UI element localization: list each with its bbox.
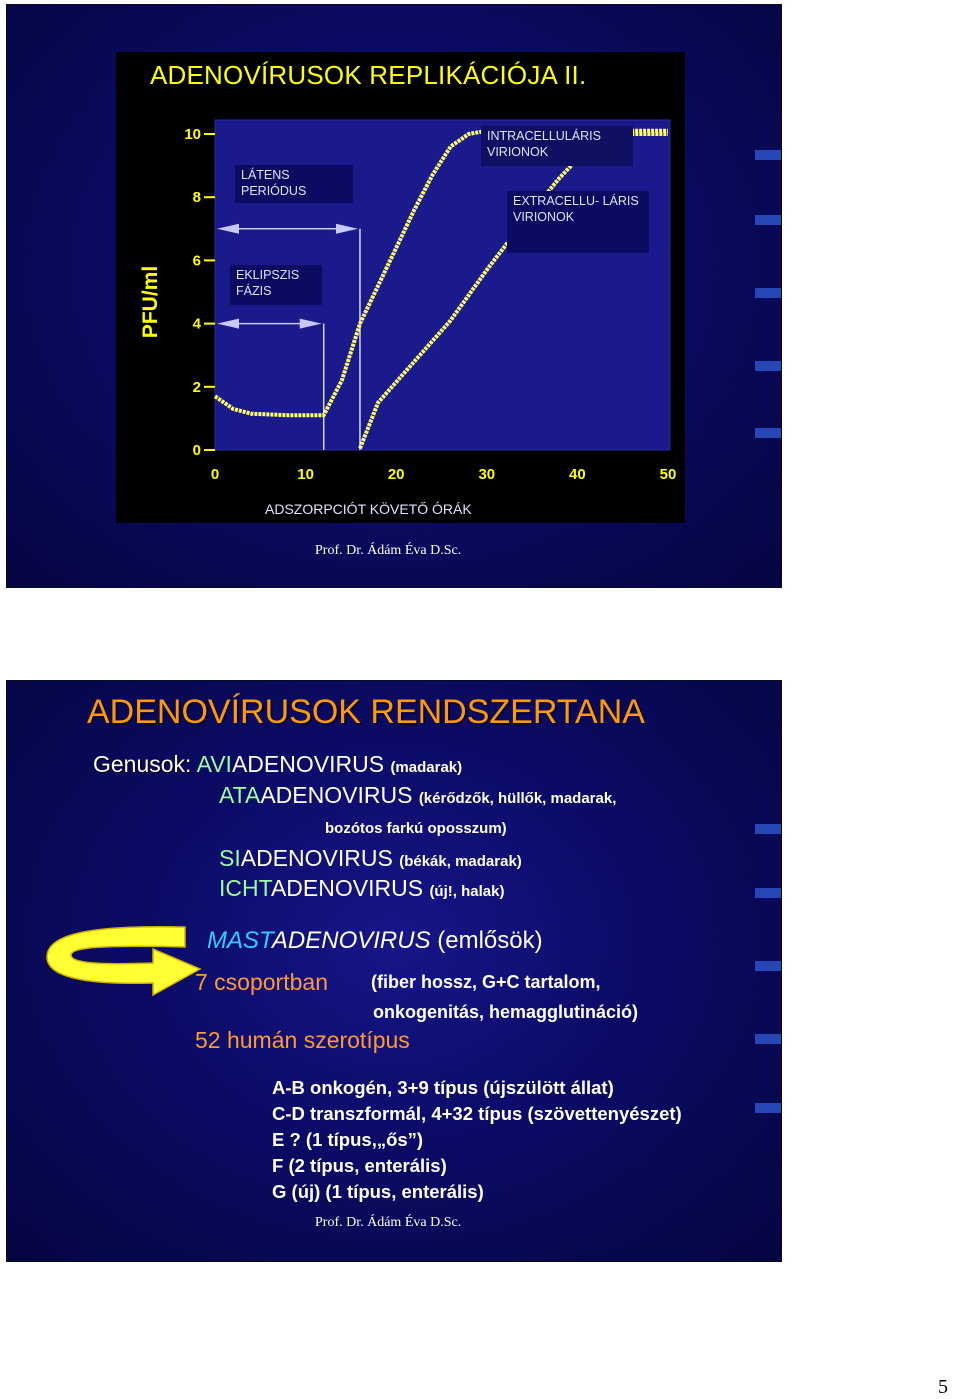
genus-prefix: ICHT xyxy=(219,875,271,901)
y-tick-label: 4 xyxy=(192,315,201,333)
decor-stripe xyxy=(755,428,781,438)
genus-row-icht xyxy=(219,875,504,902)
x-tick-label: 0 xyxy=(210,466,220,483)
y-tick-label: 6 xyxy=(192,252,201,270)
group-line: C-D transzformál, 4+32 típus (szövettenyészet) xyxy=(272,1103,682,1124)
genus-prefix: MAST xyxy=(207,927,272,954)
group-line: F (2 típus, enterális) xyxy=(272,1155,447,1176)
groups-count: 7 csoportban xyxy=(195,969,328,995)
genusok-label: Genusok: xyxy=(93,751,192,777)
y-tick-label: 8 xyxy=(192,189,201,207)
group-line: A-B onkogén, 3+9 típus (újszülött állat) xyxy=(272,1077,614,1098)
decor-stripe xyxy=(755,361,781,371)
slide-title: ADENOVÍRUSOK REPLIKÁCIÓJA II. xyxy=(150,60,587,90)
decor-stripe xyxy=(755,961,781,971)
group-line: G (új) (1 típus, enterális) xyxy=(272,1181,484,1202)
x-tick-label: 50 xyxy=(659,466,677,483)
genus-row-avi xyxy=(93,751,462,778)
x-tick-label: 40 xyxy=(569,466,586,483)
growth-curve-chart xyxy=(116,52,685,523)
genus-prefix: SI xyxy=(219,845,241,871)
y-axis-label: PFU/ml xyxy=(139,265,162,339)
decor-stripe xyxy=(755,288,781,298)
label-latent-period: LÁTENS PERIÓDUS xyxy=(235,165,353,203)
decor-stripe xyxy=(755,1103,781,1113)
genus-row-ata xyxy=(219,782,616,809)
slide-taxonomy xyxy=(6,680,782,1262)
slide-footer: Prof. Dr. Ádám Éva D.Sc. xyxy=(315,543,462,558)
decor-stripe xyxy=(755,888,781,898)
genus-note: (madarak) xyxy=(390,759,463,776)
x-axis-label: ADSZORPCIÓT KÖVETŐ ÓRÁK xyxy=(265,501,472,517)
genus-suffix: ADENOVIRUS xyxy=(240,845,393,871)
groups-criteria-continued: onkogenitás, hemagglutináció) xyxy=(373,1002,639,1022)
curved-arrow-icon xyxy=(35,919,205,999)
decor-stripe xyxy=(755,824,781,834)
genus-note: (emlősök) xyxy=(437,927,543,954)
groups-criteria: (fiber hossz, G+C tartalom, xyxy=(371,972,601,992)
serotype-count: 52 humán szerotípus xyxy=(195,1027,410,1053)
label-extracellular-virions: EXTRACELLU- LÁRIS VIRIONOK xyxy=(507,191,649,253)
genus-note-continued: bozótos farkú oposszum) xyxy=(325,820,507,837)
decor-stripe xyxy=(755,215,781,225)
label-intracellular-virions: INTRACELLULÁRIS VIRIONOK xyxy=(481,126,633,166)
y-tick-label: 0 xyxy=(192,442,201,459)
genus-suffix: ADENOVIRUS xyxy=(260,782,413,808)
decor-stripe xyxy=(755,1034,781,1044)
genus-prefix: AVI xyxy=(196,751,232,777)
y-tick-label: 10 xyxy=(184,126,201,143)
y-tick-label: 2 xyxy=(192,378,201,396)
chart-panel xyxy=(116,52,685,523)
genus-row-si xyxy=(219,845,522,872)
x-tick-label: 30 xyxy=(478,466,496,483)
slide-replication xyxy=(6,4,782,588)
x-tick-label: 20 xyxy=(387,466,405,483)
genus-prefix: ATA xyxy=(219,782,261,808)
label-eclipse-phase: EKLIPSZIS FÁZIS xyxy=(230,265,322,305)
slide-title: ADENOVÍRUSOK RENDSZERTANA xyxy=(87,693,645,731)
group-line: E ? (1 típus,„ős”) xyxy=(272,1129,424,1150)
genus-suffix: ADENOVIRUS xyxy=(231,751,385,777)
genus-suffix: ADENOVIRUS xyxy=(270,875,424,901)
genus-note: (kérődzők, hüllők, madarak, xyxy=(418,790,617,807)
genus-note: (új!, halak) xyxy=(429,883,505,900)
slide-footer: Prof. Dr. Ádám Éva D.Sc. xyxy=(315,1215,462,1230)
x-tick-label: 10 xyxy=(297,466,314,483)
genus-suffix: ADENOVIRUS xyxy=(271,927,431,954)
genus-row-mast xyxy=(207,927,543,955)
decor-stripe xyxy=(755,150,781,160)
groups-row xyxy=(195,969,328,996)
genus-note: (békák, madarak) xyxy=(399,853,522,870)
page-number: 5 xyxy=(938,1376,948,1398)
